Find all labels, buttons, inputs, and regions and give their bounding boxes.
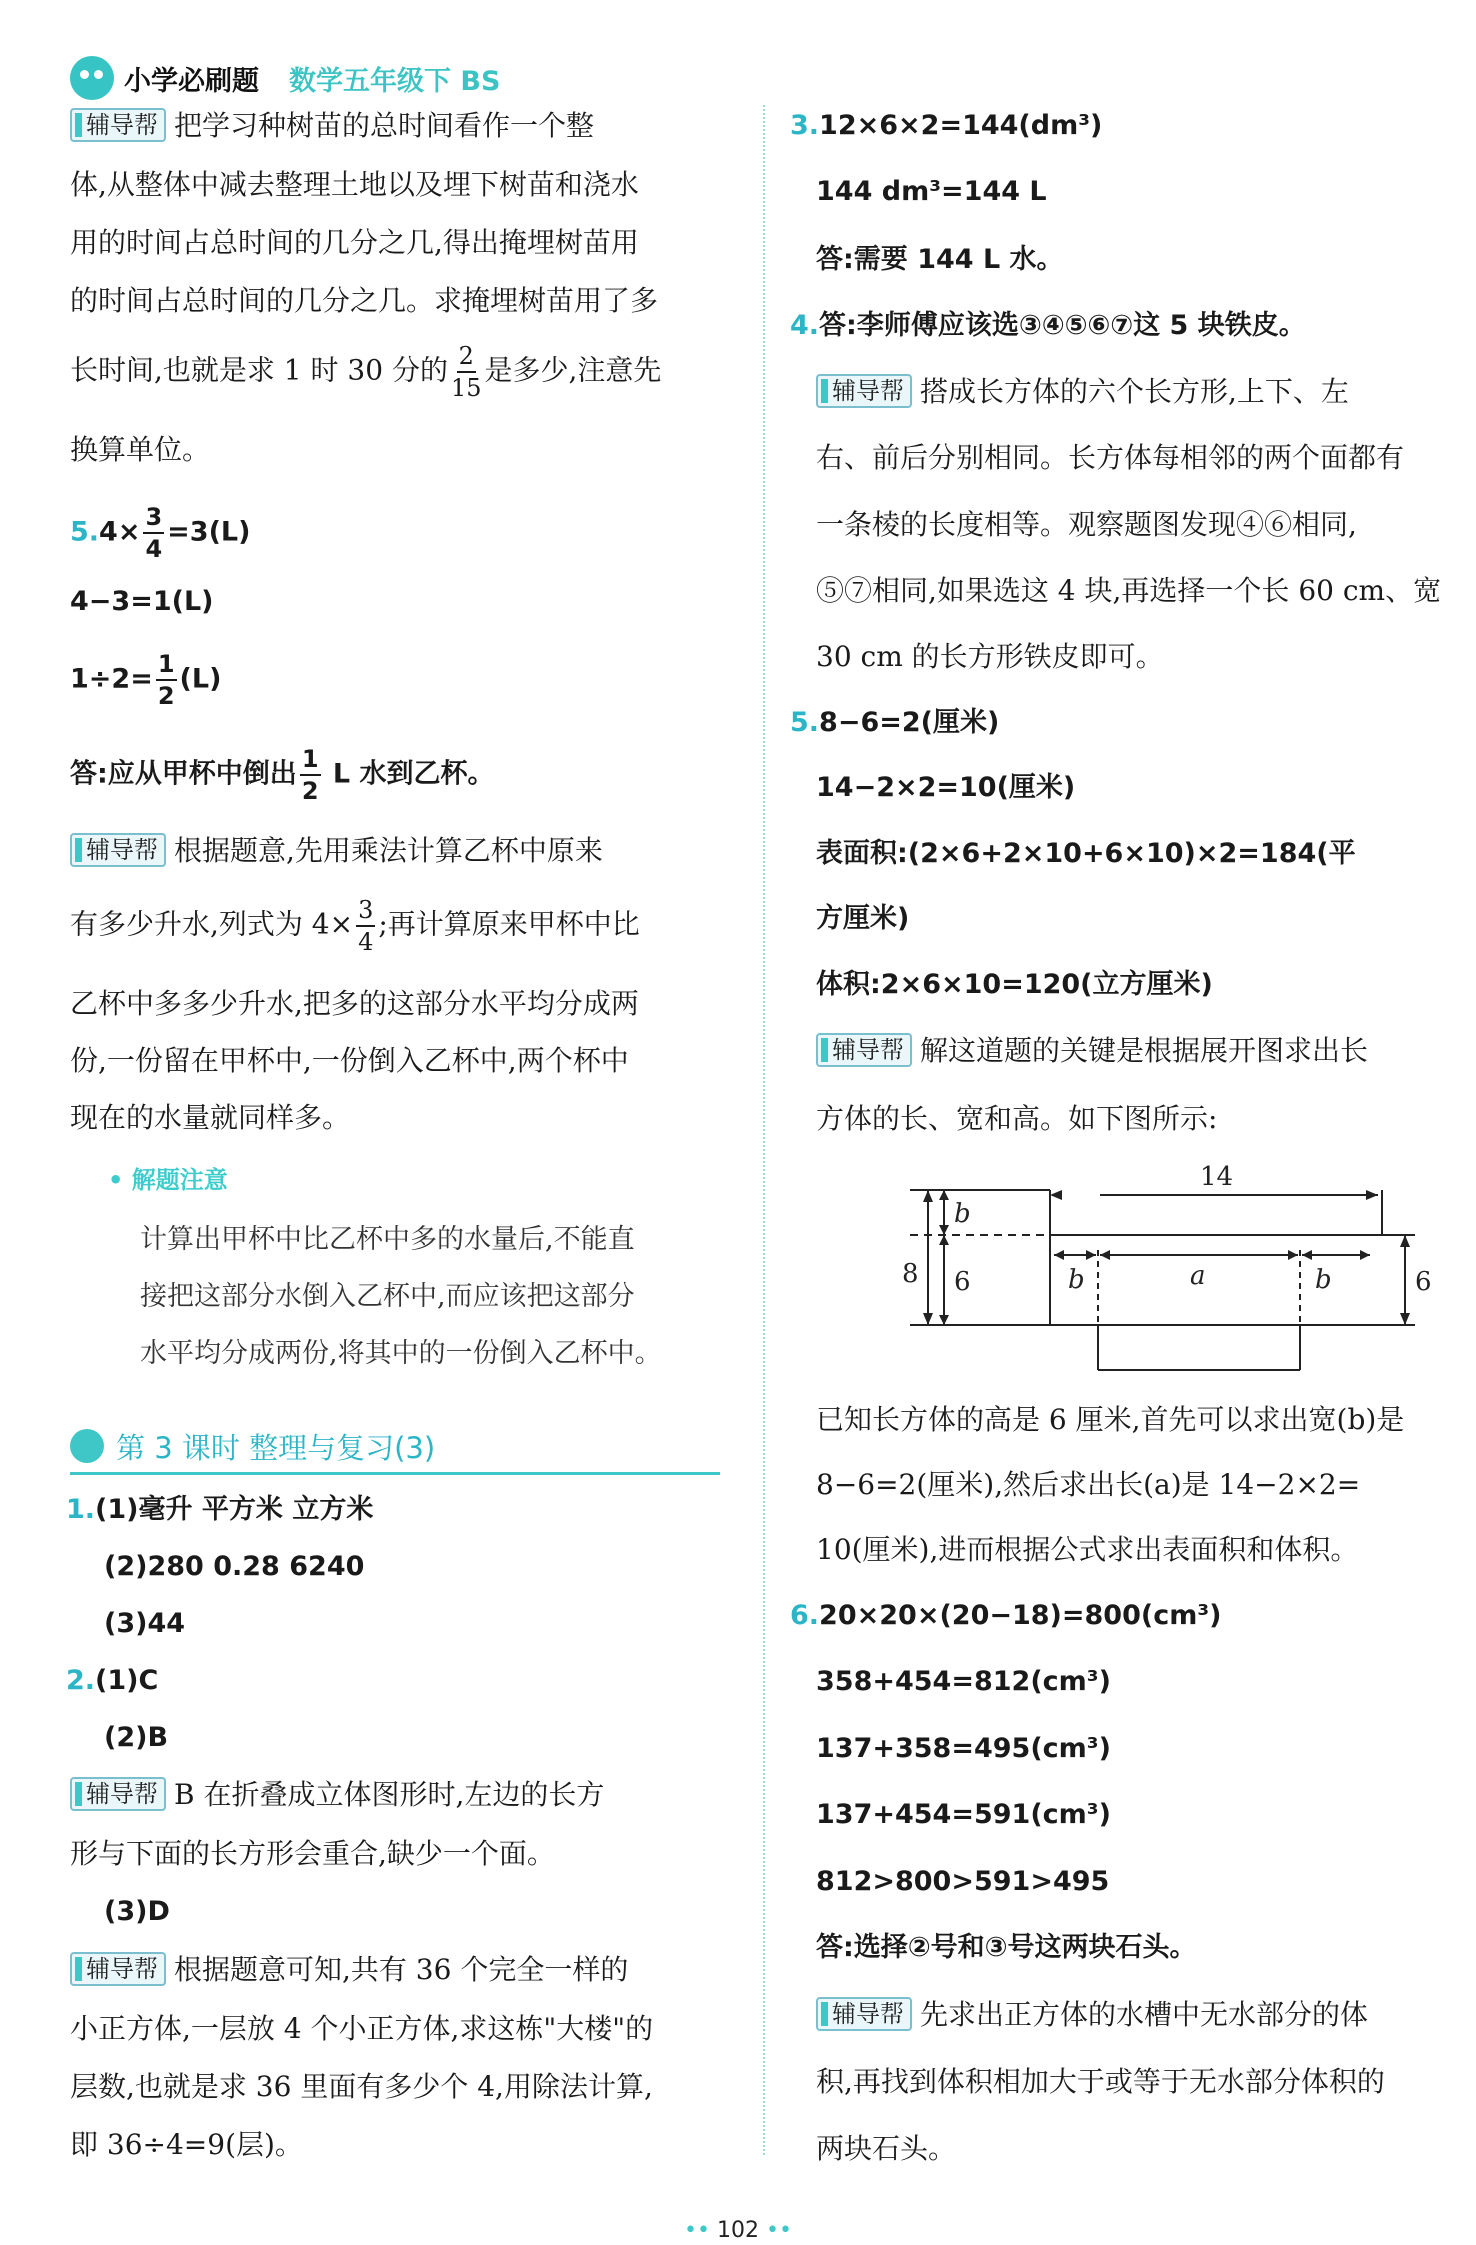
help-tag: 辅导帮 [70, 1952, 166, 1986]
question-4-line: 4.答:李师傅应该选③④⑤⑥⑦这 5 块铁皮。 [790, 310, 1306, 341]
note-line: 接把这部分水倒入乙杯中,而应该把这部分 [140, 1281, 635, 1312]
diagram-label-8: 8 [902, 1259, 919, 1289]
help-tag: 辅导帮 [70, 833, 166, 867]
column-divider [763, 105, 765, 2155]
answer-line: 答:应从甲杯中倒出 $\frac{1}{2}$ L 水到乙杯。 [70, 745, 495, 805]
help-tag: 辅导帮 [816, 1033, 912, 1067]
page-number: •• 102 •• [684, 2218, 792, 2243]
text-line: ⑤⑦相同,如果选这 4 块,再选择一个长 60 cm、宽 [816, 574, 1442, 607]
help-tag: 辅导帮 [70, 1777, 166, 1811]
text-line: 现在的水量就同样多。 [70, 1101, 351, 1134]
text-line: 辅导帮 根据题意可知,共有 36 个完全一样的 [70, 1950, 628, 1990]
answer-line: (3)D [104, 1896, 170, 1927]
book-title: 小学必刷题 [124, 65, 259, 97]
answer-line: (2)280 0.28 6240 [104, 1551, 365, 1582]
note-line: 水平均分成两份,将其中的一份倒入乙杯中。 [140, 1338, 662, 1369]
note-line: 计算出甲杯中比乙杯中多的水量后,不能直 [140, 1224, 635, 1255]
diagram-label-6: 6 [954, 1267, 971, 1297]
text-line: 小正方体,一层放 4 个小正方体,求这栋"大楼"的 [70, 2012, 654, 2045]
text-line: 积,再找到体积相加大于或等于无水部分体积的 [816, 2065, 1385, 2098]
lesson-icon [70, 1429, 104, 1463]
page-header [70, 48, 500, 108]
answer-line: 答:选择②号和③号这两块石头。 [816, 1932, 1197, 1963]
text-line: 辅导帮 根据题意,先用乘法计算乙杯中原来 [70, 831, 603, 871]
text-line: 右、前后分别相同。长方体每相邻的两个面都有 [816, 441, 1405, 474]
text-line: 辅导帮 把学习种树苗的总时间看作一个整 [70, 106, 594, 146]
question-1-line: 1.(1)毫升 平方米 立方米 [66, 1494, 374, 1525]
diagram-label-a: a [1190, 1261, 1206, 1291]
help-tag: 辅导帮 [816, 374, 912, 408]
answer-line: (3)44 [104, 1608, 186, 1639]
text-line: 层数,也就是求 36 里面有多少个 4,用除法计算, [70, 2070, 653, 2103]
answer-line: 4−3=1(L) [70, 586, 214, 617]
text-line: 辅导帮 搭成长方体的六个长方形,上下、左 [816, 372, 1349, 412]
question-2-line: 2.(1)C [66, 1665, 159, 1696]
net-diagram [900, 1160, 1460, 1380]
diagram-label-b: b [954, 1199, 971, 1229]
fraction: $\frac{2}{15}$ [450, 342, 482, 402]
text-line: 即 36÷4=9(层)。 [70, 2128, 303, 2161]
text-line: 的时间占总时间的几分之几。求掩埋树苗用了多 [70, 284, 659, 317]
answer-line: 137+358=495(cm³) [816, 1733, 1111, 1764]
text-line: 两块石头。 [816, 2132, 957, 2165]
text-line: 辅导帮 B 在折叠成立体图形时,左边的长方 [70, 1775, 604, 1815]
diagram-label-6b: 6 [1415, 1267, 1432, 1297]
answer-line: 14−2×2=10(厘米) [816, 772, 1076, 803]
question-6-line: 6.20×20×(20−18)=800(cm³) [790, 1600, 1222, 1631]
answer-line: 812>800>591>495 [816, 1866, 1110, 1897]
answer-line: 137+454=591(cm³) [816, 1799, 1111, 1830]
text-line: 用的时间占总时间的几分之几,得出掩埋树苗用 [70, 226, 639, 259]
text-line: 8−6=2(厘米),然后求出长(a)是 14−2×2= [816, 1468, 1361, 1501]
text-line: 辅导帮 先求出正方体的水槽中无水部分的体 [816, 1995, 1368, 2035]
answer-line: 体积:2×6×10=120(立方厘米) [816, 969, 1213, 1000]
text-line: 长时间,也就是求 1 时 30 分的 $\frac{2}{15}$ 是多少,注意先 [70, 342, 662, 402]
help-tag: 辅导帮 [816, 1997, 912, 2031]
diagram-label-b2: b [1068, 1265, 1085, 1295]
text-line: 份,一份留在甲杯中,一份倒入乙杯中,两个杯中 [70, 1044, 629, 1077]
answer-line: (2)B [104, 1722, 169, 1753]
answer-line: 1÷2= $\frac{1}{2}$ (L) [70, 650, 222, 710]
book-subtitle: 数学五年级下 BS [289, 65, 501, 97]
text-line: 有多少升水,列式为 4× $\frac{3}{4}$ ;再计算原来甲杯中比 [70, 896, 640, 956]
text-line: 30 cm 的长方形铁皮即可。 [816, 640, 1164, 673]
question-5-line: 5.4× $\frac{3}{4}$ =3(L) [70, 503, 251, 563]
text-line: 10(厘米),进而根据公式求出表面积和体积。 [816, 1533, 1359, 1566]
answer-line: 358+454=812(cm³) [816, 1666, 1111, 1697]
note-heading: • 解题注意 [108, 1166, 228, 1194]
diagram-label-b3: b [1315, 1265, 1332, 1295]
text-line: 方体的长、宽和高。如下图所示: [816, 1102, 1218, 1135]
diagram-label-top: 14 [1200, 1162, 1234, 1192]
answer-line: 答:需要 144 L 水。 [816, 244, 1064, 275]
answer-line: 144 dm³=144 L [816, 176, 1047, 207]
help-tag: 辅导帮 [70, 108, 166, 142]
answer-line: 表面积:(2×6+2×10+6×10)×2=184(平 [816, 838, 1356, 869]
text-line: 已知长方体的高是 6 厘米,首先可以求出宽(b)是 [816, 1403, 1405, 1436]
text-line: 形与下面的长方形会重合,缺少一个面。 [70, 1837, 555, 1870]
text-line: 换算单位。 [70, 433, 211, 466]
text-line: 辅导帮 解这道题的关键是根据展开图求出长 [816, 1031, 1368, 1071]
lesson-heading: 第 3 课时 整理与复习(3) [70, 1420, 720, 1475]
question-5-line: 5.8−6=2(厘米) [790, 707, 1000, 738]
mascot-logo-icon [70, 56, 114, 100]
text-line: 一条棱的长度相等。观察题图发现④⑥相同, [816, 508, 1357, 541]
text-line: 体,从整体中减去整理土地以及埋下树苗和浇水 [70, 168, 639, 201]
question-3-line: 3.12×6×2=144(dm³) [790, 110, 1103, 141]
answer-line: 方厘米) [816, 903, 910, 934]
text-line: 乙杯中多多少升水,把多的这部分水平均分成两 [70, 987, 639, 1020]
